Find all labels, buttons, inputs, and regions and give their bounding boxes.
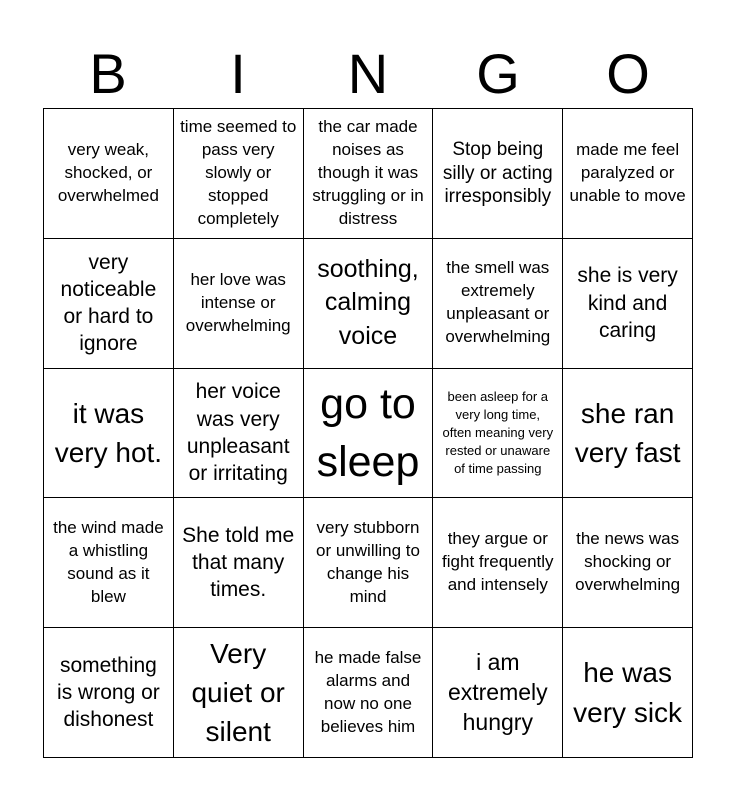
cell-text: her voice was very unpleasant or irritating bbox=[186, 380, 290, 486]
cell-text: Stop being silly or acting irresponsibly bbox=[442, 138, 553, 208]
cell-text: very stubborn or unwilling to change his mind bbox=[316, 517, 420, 606]
bingo-cell[interactable] bbox=[44, 498, 174, 628]
header-letter-i: I bbox=[230, 42, 246, 105]
cell-text: it was very hot. bbox=[54, 397, 163, 468]
cell-text: the smell was extremely unpleasant or overwhelming bbox=[445, 258, 551, 347]
bingo-cell[interactable] bbox=[44, 369, 174, 499]
cell-text: the wind made a whistling sound as it blew bbox=[53, 517, 164, 606]
cell-text: the car made noises as though it was struggling or in distress bbox=[312, 117, 424, 228]
bingo-cell[interactable] bbox=[433, 369, 563, 499]
bingo-cell[interactable] bbox=[304, 628, 434, 758]
cell-text: been asleep for a very long time, often meaning very rested or unaware of time passing bbox=[442, 388, 554, 477]
bingo-cell[interactable] bbox=[433, 628, 563, 758]
bingo-header bbox=[43, 40, 693, 108]
bingo-cell[interactable] bbox=[563, 239, 693, 369]
header-letter-b: B bbox=[89, 42, 127, 105]
bingo-cell[interactable] bbox=[174, 369, 304, 499]
cell-text: time seemed to pass very slowly or stopped completely bbox=[180, 117, 297, 228]
bingo-cell[interactable] bbox=[44, 239, 174, 369]
cell-text: he made false alarms and now no one believes him bbox=[314, 647, 422, 736]
bingo-cell[interactable] bbox=[304, 498, 434, 628]
bingo-cell[interactable] bbox=[563, 369, 693, 499]
cell-text: they argue or fight frequently and intensely bbox=[442, 529, 554, 595]
header-letter-g: G bbox=[476, 42, 520, 105]
header-letter-o: O bbox=[606, 42, 650, 105]
bingo-cell[interactable] bbox=[563, 628, 693, 758]
bingo-cell[interactable] bbox=[174, 109, 304, 239]
bingo-cell[interactable] bbox=[304, 239, 434, 369]
bingo-cell[interactable] bbox=[174, 628, 304, 758]
bingo-cell[interactable] bbox=[433, 498, 563, 628]
bingo-cell[interactable] bbox=[433, 239, 563, 369]
bingo-cell[interactable] bbox=[44, 628, 174, 758]
bingo-cell[interactable] bbox=[563, 109, 693, 239]
bingo-cell[interactable] bbox=[174, 239, 304, 369]
cell-text: She told me that many times. bbox=[182, 523, 295, 602]
cell-text: something is wrong or dishonest bbox=[57, 653, 160, 732]
bingo-cell[interactable] bbox=[433, 109, 563, 239]
cell-text: her love was intense or overwhelming bbox=[185, 269, 291, 335]
cell-text: she is very kind and caring bbox=[577, 264, 678, 342]
cell-text: she ran very fast bbox=[574, 397, 681, 468]
bingo-cell[interactable] bbox=[304, 369, 434, 499]
bingo-cell[interactable] bbox=[174, 498, 304, 628]
cell-text: made me feel paralyzed or unable to move bbox=[569, 139, 686, 205]
bingo-cell[interactable] bbox=[304, 109, 434, 239]
cell-text: he was very sick bbox=[573, 657, 683, 728]
header-letter-n: N bbox=[347, 42, 389, 105]
cell-text: go to sleep bbox=[316, 379, 420, 486]
bingo-cell[interactable] bbox=[563, 498, 693, 628]
cell-text: very weak, shocked, or overwhelmed bbox=[57, 139, 159, 205]
cell-text: i am extremely hungry bbox=[447, 648, 548, 735]
cell-text: the news was shocking or overwhelming bbox=[575, 529, 681, 595]
cell-text: very noticeable or hard to ignore bbox=[60, 250, 157, 356]
cell-text: soothing, calming voice bbox=[317, 254, 419, 351]
cell-text: Very quiet or silent bbox=[191, 637, 285, 748]
bingo-cell[interactable] bbox=[44, 109, 174, 239]
bingo-card-grid bbox=[43, 108, 693, 758]
